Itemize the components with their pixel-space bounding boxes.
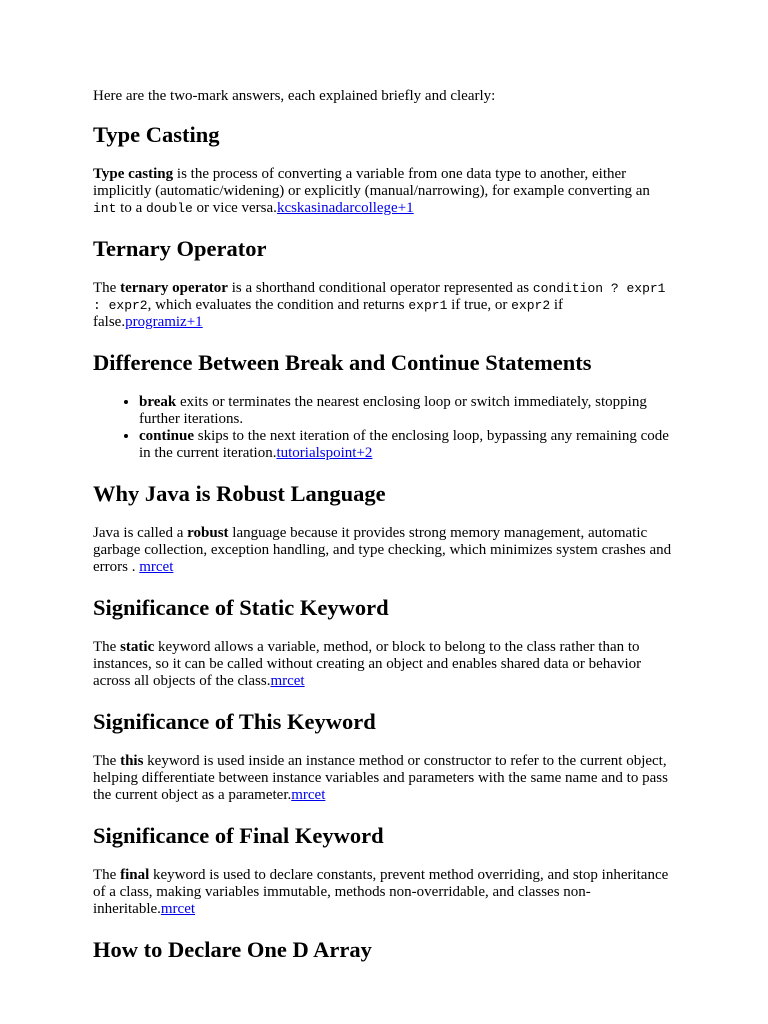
text: is the process of converting a variable from one data type to another, either implicitly (automatic/widening) or explicitly (manual/narrowing), for example converting an — [93, 166, 650, 199]
inline-code: int — [93, 201, 117, 216]
heading-ternary-operator: Ternary Operator — [93, 236, 267, 261]
text: language because it provides strong memory management, automatic garbage collection, exception handling, and type checking, which minimizes system crashes and errors . — [93, 525, 672, 575]
inline-code: double — [145, 201, 193, 216]
text: or vice versa. — [192, 200, 277, 216]
heading-java-robust: Why Java is Robust Language — [93, 481, 386, 506]
paragraph-ternary-operator — [93, 280, 673, 331]
paragraph-type-casting — [93, 166, 673, 217]
source-link[interactable]: kcskasinadarcollege+1 — [276, 200, 414, 216]
bold-term: final — [120, 867, 150, 883]
paragraph-java-robust — [93, 525, 673, 576]
bold-term: this — [120, 753, 144, 769]
text: Java is called a — [93, 525, 188, 541]
text: to a — [116, 200, 146, 216]
heading-static-keyword: Significance of Static Keyword — [93, 595, 389, 620]
text: if false. — [93, 297, 564, 330]
text: The — [93, 753, 121, 769]
source-link[interactable]: mrcet — [160, 901, 196, 917]
source-link[interactable]: mrcet — [270, 673, 305, 689]
inline-code: expr1 — [408, 298, 448, 313]
text: The — [93, 867, 121, 883]
source-link[interactable]: mrcet — [291, 787, 326, 803]
text: , which evaluates the condition and returns — [147, 297, 409, 313]
list-item — [139, 394, 673, 428]
bold-term: ternary operator — [120, 280, 228, 296]
text: keyword allows a variable, method, or block to belong to the class rather than to instances, so it can be called without creating an object and enables shared data or behavior across all objects of the class. — [93, 639, 642, 689]
paragraph-static-keyword — [93, 639, 673, 690]
text: keyword is used to declare constants, prevent method overriding, and stop inheritance of a class, making variables immutable, methods non-overridable, and classes non-inheritable. — [93, 867, 669, 917]
text: is a shorthand conditional operator represented as — [227, 280, 533, 296]
heading-this-keyword: Significance of This Keyword — [93, 709, 376, 734]
heading-final-keyword: Significance of Final Keyword — [93, 823, 384, 848]
source-link[interactable]: programiz+1 — [125, 314, 203, 330]
inline-code: expr2 — [511, 298, 551, 313]
bullet-list — [93, 394, 673, 462]
text: if true, or — [447, 297, 512, 313]
bold-term: static — [120, 639, 155, 655]
text: exits or terminates the nearest enclosing loop or switch immediately, stopping further iterations. — [139, 394, 647, 427]
list-item — [139, 428, 673, 462]
bold-term: Type casting — [93, 166, 174, 182]
text: The — [93, 280, 121, 296]
source-link[interactable]: tutorialspoint+2 — [276, 445, 373, 461]
inline-code: condition ? expr1 : expr2 — [93, 281, 666, 313]
intro-text: Here are the two-mark answers, each explained briefly and clearly: — [93, 88, 496, 104]
text: The — [93, 639, 121, 655]
text: skips to the next iteration of the enclosing loop, bypassing any remaining code in the current iteration. — [139, 428, 669, 461]
bold-term: break — [139, 394, 177, 410]
text: keyword is used inside an instance method or constructor to refer to the current object, helping differentiate between instance variables and parameters with the same name and to pass the current object as a parameter. — [93, 753, 668, 803]
heading-type-casting: Type Casting — [93, 122, 220, 147]
source-link[interactable]: mrcet — [139, 559, 174, 575]
heading-break-continue: Difference Between Break and Continue Statements — [93, 350, 592, 375]
paragraph-final-keyword — [93, 867, 673, 918]
bold-term: continue — [139, 428, 195, 444]
paragraph-this-keyword — [93, 753, 673, 804]
bold-term: robust — [187, 525, 229, 541]
heading-one-d-array: How to Declare One D Array — [93, 937, 372, 962]
